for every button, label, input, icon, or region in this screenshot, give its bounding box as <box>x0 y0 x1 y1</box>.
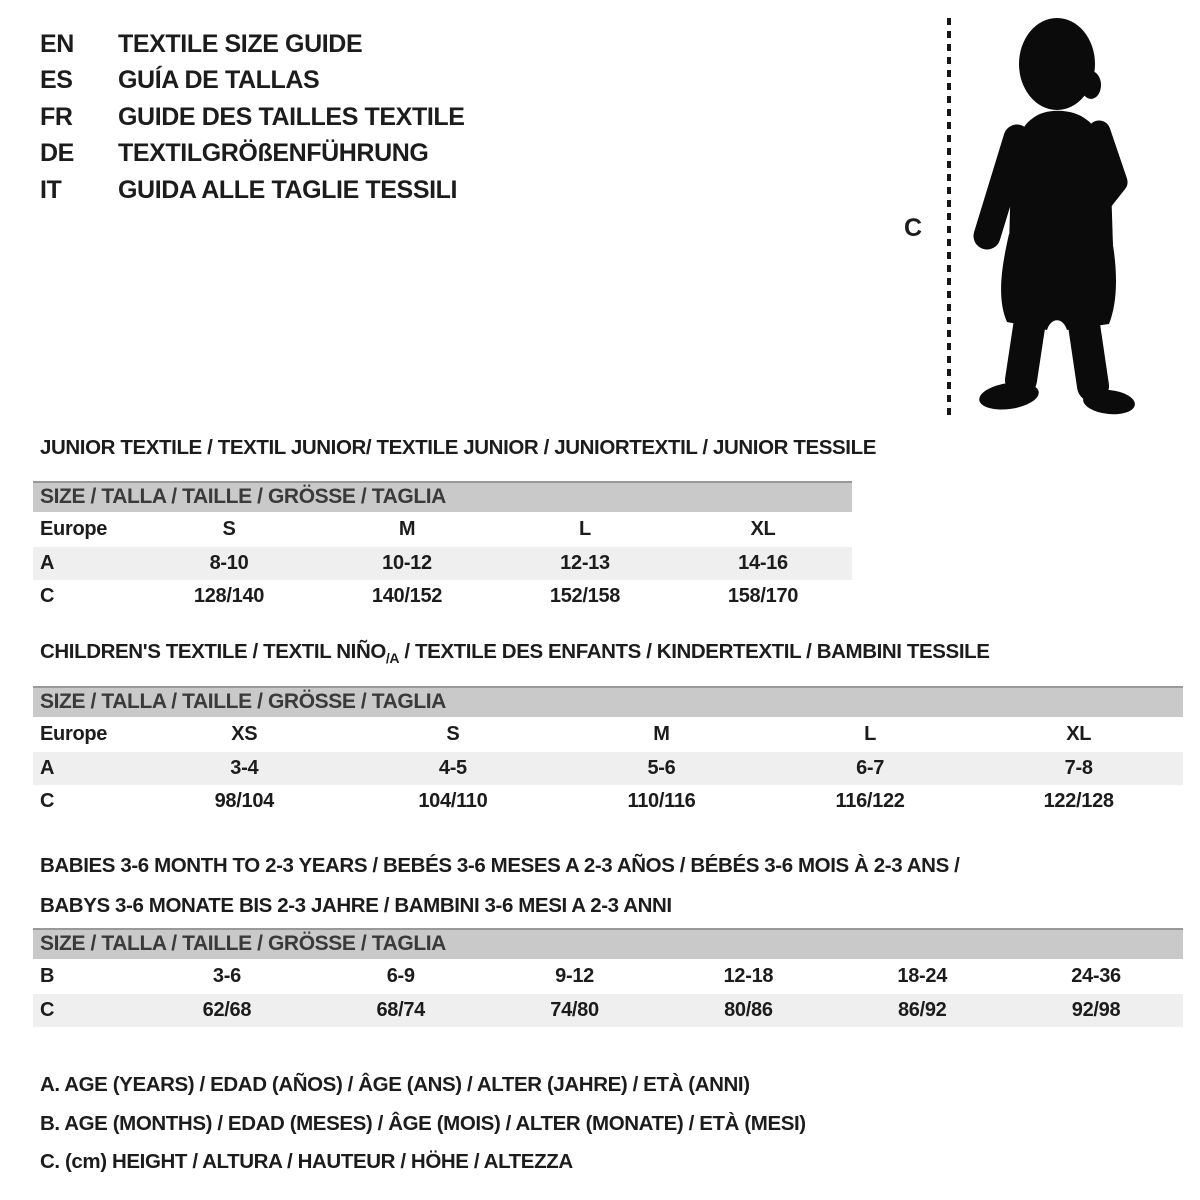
table-row <box>33 512 852 547</box>
age-cell: 7-8 <box>1064 757 1093 779</box>
age-cell: 6-7 <box>856 757 885 779</box>
size-cell: M <box>398 518 416 540</box>
size-cell: XL <box>1066 723 1092 745</box>
language-row <box>40 26 465 63</box>
months-cell: 3-6 <box>212 965 241 987</box>
row-label: Europe <box>40 518 108 540</box>
size-header-bar: SIZE / TALLA / TAILLE / GRÖSSE / TAGLIA <box>33 686 1183 717</box>
age-cell: 8-10 <box>209 552 249 574</box>
title-subscript: /A <box>385 650 400 666</box>
row-label: A <box>40 552 55 574</box>
title-line: BABYS 3-6 MONATE BIS 2-3 JAHRE / BAMBINI 3-6 MESI A 2-3 ANNI <box>40 894 672 917</box>
table-row <box>33 785 1183 818</box>
row-label: A <box>40 757 55 779</box>
age-cell: 3-4 <box>230 757 259 779</box>
section-title-children <box>40 640 990 666</box>
language-code: FR <box>40 102 73 131</box>
size-cell: L <box>579 518 591 540</box>
table-row <box>33 752 1183 785</box>
height-cell: 110/116 <box>627 790 696 812</box>
months-cell: 24-36 <box>1071 965 1121 987</box>
legend-line-c: C. (cm) HEIGHT / ALTURA / HAUTEUR / HÖHE / ALTEZZA <box>40 1150 573 1173</box>
babies-size-table <box>33 928 1183 1027</box>
language-code: IT <box>40 175 62 204</box>
language-title-block <box>40 26 465 209</box>
months-cell: 12-18 <box>723 965 774 987</box>
size-cell: L <box>864 723 877 745</box>
size-header-bar: SIZE / TALLA / TAILLE / GRÖSSE / TAGLIA <box>33 928 1183 959</box>
guide-title: TEXTILGRÖßENFÜHRUNG <box>118 139 429 168</box>
section-title-junior: JUNIOR TEXTILE / TEXTIL JUNIOR/ TEXTILE JUNIOR / JUNIORTEXTIL / JUNIOR TESSILE <box>40 436 876 459</box>
language-code: EN <box>40 29 74 58</box>
guide-title: GUIDE DES TAILLES TEXTILE <box>118 102 465 131</box>
guide-title: TEXTILE SIZE GUIDE <box>118 29 363 58</box>
height-cell: 104/110 <box>418 790 488 812</box>
height-measure-label: C <box>904 214 923 242</box>
measure-legend <box>40 1066 806 1182</box>
title-text: / TEXTILE DES ENFANTS / KINDERTEXTIL / BAMBINI TESSILE <box>399 640 990 663</box>
table-row <box>33 959 1183 994</box>
height-cell: 98/104 <box>214 790 274 812</box>
language-code: ES <box>40 66 73 95</box>
height-cell: 140/152 <box>371 585 443 607</box>
title-line: BABIES 3-6 MONTH TO 2-3 YEARS / BEBÉS 3-6 MESES A 2-3 AÑOS / BÉBÉS 3-6 MOIS À 2-3 ANS / <box>40 854 960 877</box>
row-label: Europe <box>40 723 108 745</box>
legend-line-b: B. AGE (MONTHS) / EDAD (MESES) / ÂGE (MOIS) / ALTER (MONATE) / ETÀ (MESI) <box>40 1111 806 1135</box>
row-label: C <box>40 790 55 812</box>
size-cell: XS <box>231 723 258 745</box>
height-cell: 116/122 <box>835 790 905 812</box>
height-cell: 152/158 <box>549 585 621 607</box>
height-cell: 128/140 <box>193 585 265 607</box>
table-row <box>33 717 1183 752</box>
toddler-silhouette <box>963 14 1139 418</box>
size-header-bar: SIZE / TALLA / TAILLE / GRÖSSE / TAGLIA <box>33 481 852 512</box>
language-row <box>40 172 465 209</box>
months-cell: 9-12 <box>555 965 594 987</box>
junior-size-table <box>33 481 852 613</box>
language-row <box>40 136 465 173</box>
height-cell: 68/74 <box>376 999 426 1021</box>
language-row <box>40 63 465 100</box>
height-cell: 92/98 <box>1071 999 1121 1021</box>
row-label: C <box>40 999 55 1021</box>
age-cell: 12-13 <box>560 552 610 574</box>
legend-line-a: A. AGE (YEARS) / EDAD (AÑOS) / ÂGE (ANS) / ALTER (JAHRE) / ETÀ (ANNI) <box>40 1073 750 1096</box>
height-cell: 62/68 <box>202 999 252 1021</box>
row-label: C <box>40 585 55 607</box>
size-cell: M <box>653 723 670 745</box>
guide-title: GUIDA ALLE TAGLIE TESSILI <box>118 175 458 204</box>
age-cell: 10-12 <box>382 552 432 574</box>
age-cell: 14-16 <box>738 552 788 574</box>
row-label: B <box>40 965 55 987</box>
months-cell: 18-24 <box>897 965 948 987</box>
table-row <box>33 547 852 580</box>
size-cell: XL <box>750 518 776 540</box>
height-cell: 158/170 <box>727 585 799 607</box>
height-cell: 122/128 <box>1043 790 1114 812</box>
children-size-table <box>33 686 1183 818</box>
height-cell: 86/92 <box>897 999 947 1021</box>
title-text: CHILDREN'S TEXTILE / TEXTIL NIÑO <box>40 640 386 663</box>
guide-title: GUÍA DE TALLAS <box>118 66 320 95</box>
table-row <box>33 580 852 613</box>
months-cell: 6-9 <box>386 965 415 987</box>
section-title-babies <box>40 846 959 926</box>
size-cell: S <box>446 723 460 745</box>
language-code: DE <box>40 139 74 168</box>
table-row <box>33 994 1183 1027</box>
height-cell: 74/80 <box>550 999 599 1021</box>
age-cell: 5-6 <box>647 757 676 779</box>
height-dashed-line <box>947 18 951 416</box>
age-cell: 4-5 <box>438 757 467 779</box>
size-cell: S <box>222 518 236 540</box>
language-row <box>40 99 465 136</box>
height-cell: 80/86 <box>724 999 773 1021</box>
